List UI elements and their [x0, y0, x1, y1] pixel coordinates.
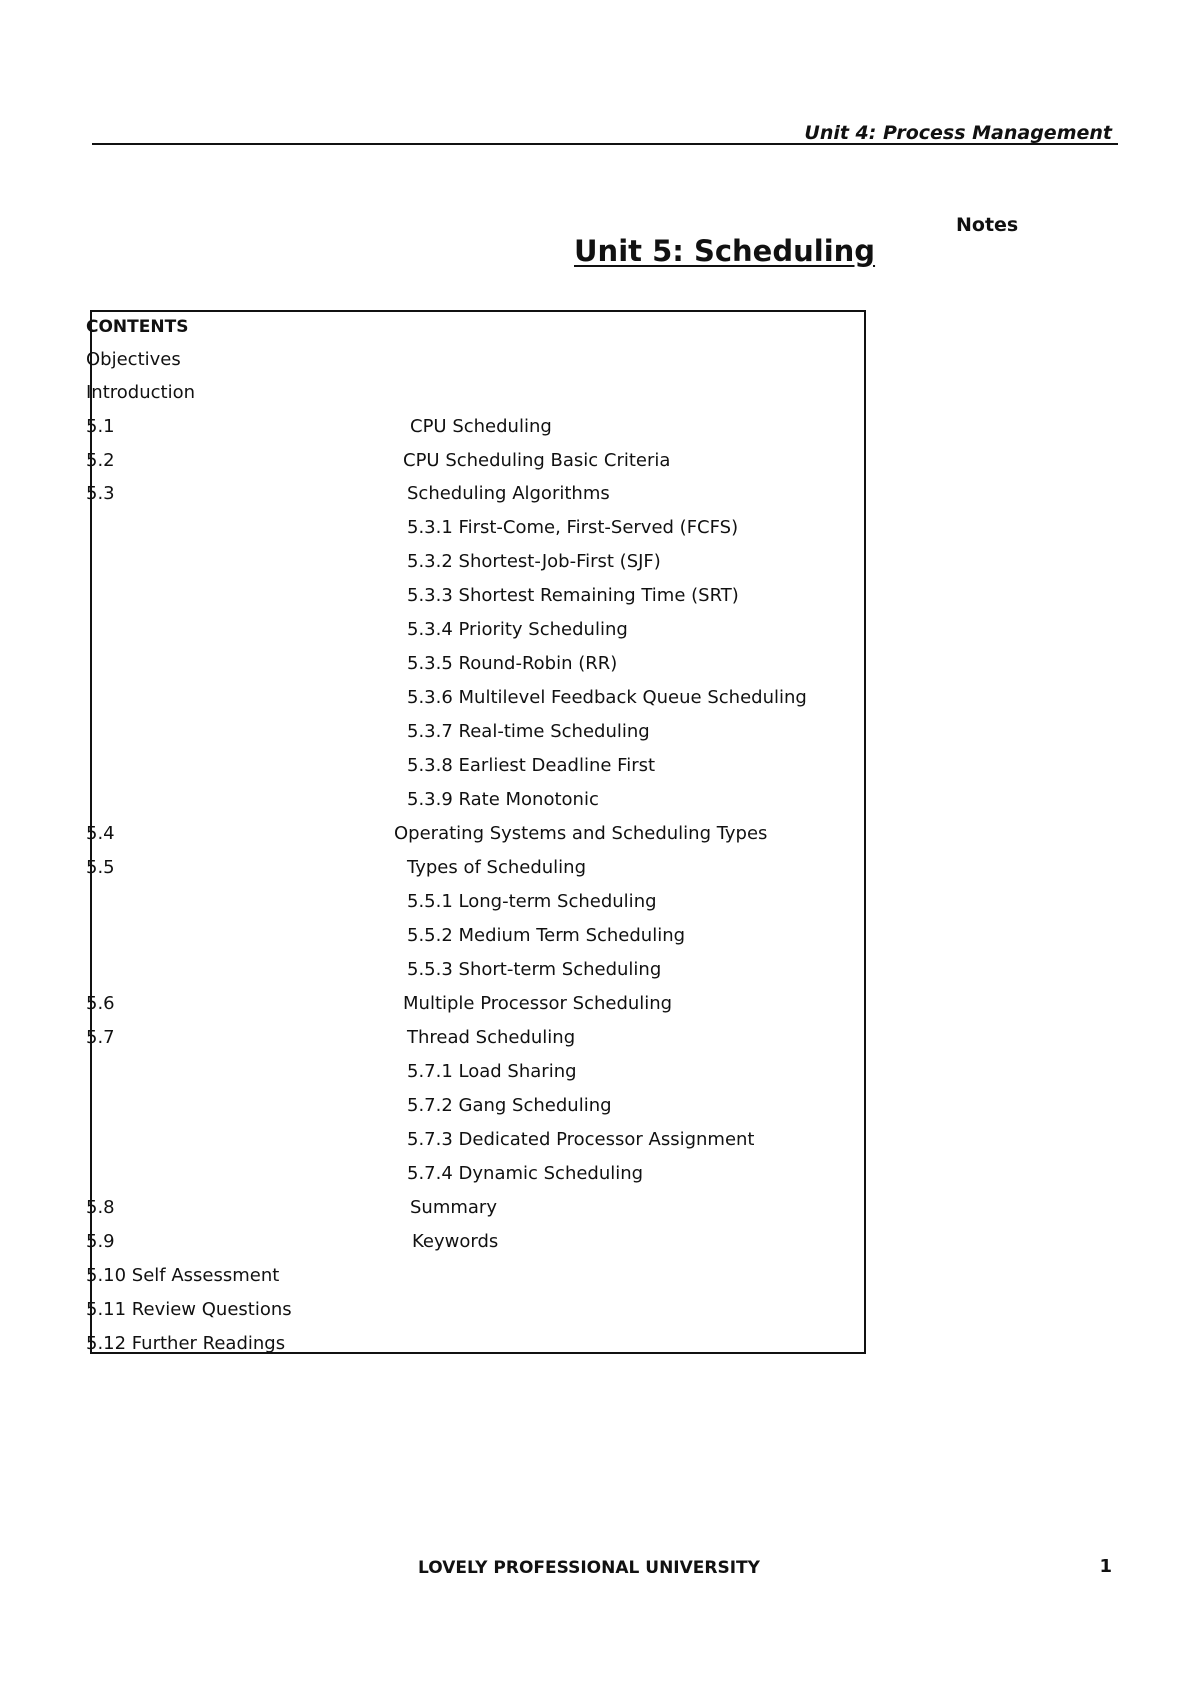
toc-entry-text: 5.3.5 Round-Robin (RR): [407, 653, 618, 674]
toc-entry-5-7-1: [92, 1057, 864, 1087]
toc-entry-5-9: [86, 1227, 864, 1257]
toc-entry-5-10: [86, 1261, 864, 1291]
toc-entry-number: 5.6: [86, 993, 115, 1014]
toc-entry-text: 5.7.1 Load Sharing: [407, 1061, 577, 1082]
toc-entry-number: 5.5: [86, 857, 115, 878]
toc-entry-text: 5.3.2 Shortest-Job-First (SJF): [407, 551, 661, 572]
toc-entry-number: 5.3: [86, 483, 115, 504]
toc-entry-5-2: [86, 446, 864, 476]
toc-entry-number: 5.1: [86, 416, 115, 437]
toc-entry-5-3-4: [92, 615, 864, 645]
toc-entry-text: 5.5.1 Long-term Scheduling: [407, 891, 657, 912]
toc-entry-text: Thread Scheduling: [407, 1027, 576, 1048]
toc-entry-text: Keywords: [412, 1231, 499, 1252]
header-rule: [92, 143, 1118, 145]
contents-heading-row: [86, 312, 864, 342]
toc-entry-5-8: [86, 1193, 864, 1223]
toc-entry-text: Introduction: [86, 382, 196, 403]
toc-entry-text: CPU Scheduling: [410, 416, 552, 437]
toc-entry-5-3-7: [92, 717, 864, 747]
toc-entry-5-3-5: [92, 649, 864, 679]
toc-entry-5-3-3: [92, 581, 864, 611]
toc-entry-5-5-3: [92, 955, 864, 985]
toc-entry-text: Summary: [410, 1197, 497, 1218]
toc-entry-5-5: [86, 853, 864, 883]
toc-entry-5-5-1: [92, 887, 864, 917]
toc-entry-5-4: [86, 819, 864, 849]
toc-entry-objectives: [86, 345, 864, 375]
toc-entry-text: Scheduling Algorithms: [407, 483, 610, 504]
toc-entry-text: 5.7.2 Gang Scheduling: [407, 1095, 612, 1116]
toc-entry-5-11: [86, 1295, 864, 1325]
toc-entry-text: 5.10 Self Assessment: [86, 1265, 280, 1286]
toc-entry-text: 5.11 Review Questions: [86, 1299, 292, 1320]
toc-entry-text: 5.3.1 First-Come, First-Served (FCFS): [407, 517, 739, 538]
toc-entry-number: 5.9: [86, 1231, 115, 1252]
toc-entry-text: 5.3.3 Shortest Remaining Time (SRT): [407, 585, 739, 606]
toc-entry-5-3-8: [92, 751, 864, 781]
toc-entry-number: 5.8: [86, 1197, 115, 1218]
toc-entry-text: Operating Systems and Scheduling Types: [394, 823, 768, 844]
toc-entry-5-5-2: [92, 921, 864, 951]
toc-entry-text: Objectives: [86, 349, 181, 370]
contents-heading: CONTENTS: [86, 317, 189, 337]
toc-entry-5-7-4: [92, 1159, 864, 1189]
toc-entry-5-3-1: [92, 513, 864, 543]
toc-entry-text: Multiple Processor Scheduling: [403, 993, 673, 1014]
toc-entry-text: 5.3.6 Multilevel Feedback Queue Scheduling: [407, 687, 807, 708]
toc-entry-text: 5.12 Further Readings: [86, 1333, 286, 1354]
toc-entry-text: 5.5.3 Short-term Scheduling: [407, 959, 662, 980]
running-header: Unit 4: Process Management: [804, 122, 1112, 144]
toc-entry-5-12: [86, 1329, 864, 1359]
toc-entry-number: 5.2: [86, 450, 115, 471]
toc-entry-5-3: [86, 479, 864, 509]
toc-entry-5-7-2: [92, 1091, 864, 1121]
toc-entry-text: 5.3.8 Earliest Deadline First: [407, 755, 656, 776]
toc-entry-text: 5.3.4 Priority Scheduling: [407, 619, 628, 640]
toc-entry-5-6: [86, 989, 864, 1019]
toc-entry-5-1: [86, 412, 864, 442]
page-number: 1: [1099, 1556, 1112, 1577]
toc-entry-number: 5.4: [86, 823, 115, 844]
toc-entry-5-7: [86, 1023, 864, 1053]
toc-entry-number: 5.7: [86, 1027, 115, 1048]
contents-box: [86, 310, 866, 1354]
toc-entry-text: 5.3.9 Rate Monotonic: [407, 789, 599, 810]
toc-entry-text: CPU Scheduling Basic Criteria: [403, 450, 671, 471]
toc-entry-text: 5.7.3 Dedicated Processor Assignment: [407, 1129, 755, 1150]
toc-entry-text: 5.5.2 Medium Term Scheduling: [407, 925, 686, 946]
page-title: Unit 5: Scheduling: [574, 234, 876, 268]
toc-entry-5-7-3: [92, 1125, 864, 1155]
footer-university: LOVELY PROFESSIONAL UNIVERSITY: [418, 1558, 760, 1578]
toc-entry-introduction: [86, 378, 864, 408]
toc-entry-5-3-2: [92, 547, 864, 577]
toc-entry-5-3-6: [92, 683, 864, 713]
notes-label: Notes: [956, 214, 1019, 236]
toc-entry-text: 5.3.7 Real-time Scheduling: [407, 721, 650, 742]
toc-entry-5-3-9: [92, 785, 864, 815]
toc-entry-text: Types of Scheduling: [407, 857, 586, 878]
toc-entry-text: 5.7.4 Dynamic Scheduling: [407, 1163, 644, 1184]
